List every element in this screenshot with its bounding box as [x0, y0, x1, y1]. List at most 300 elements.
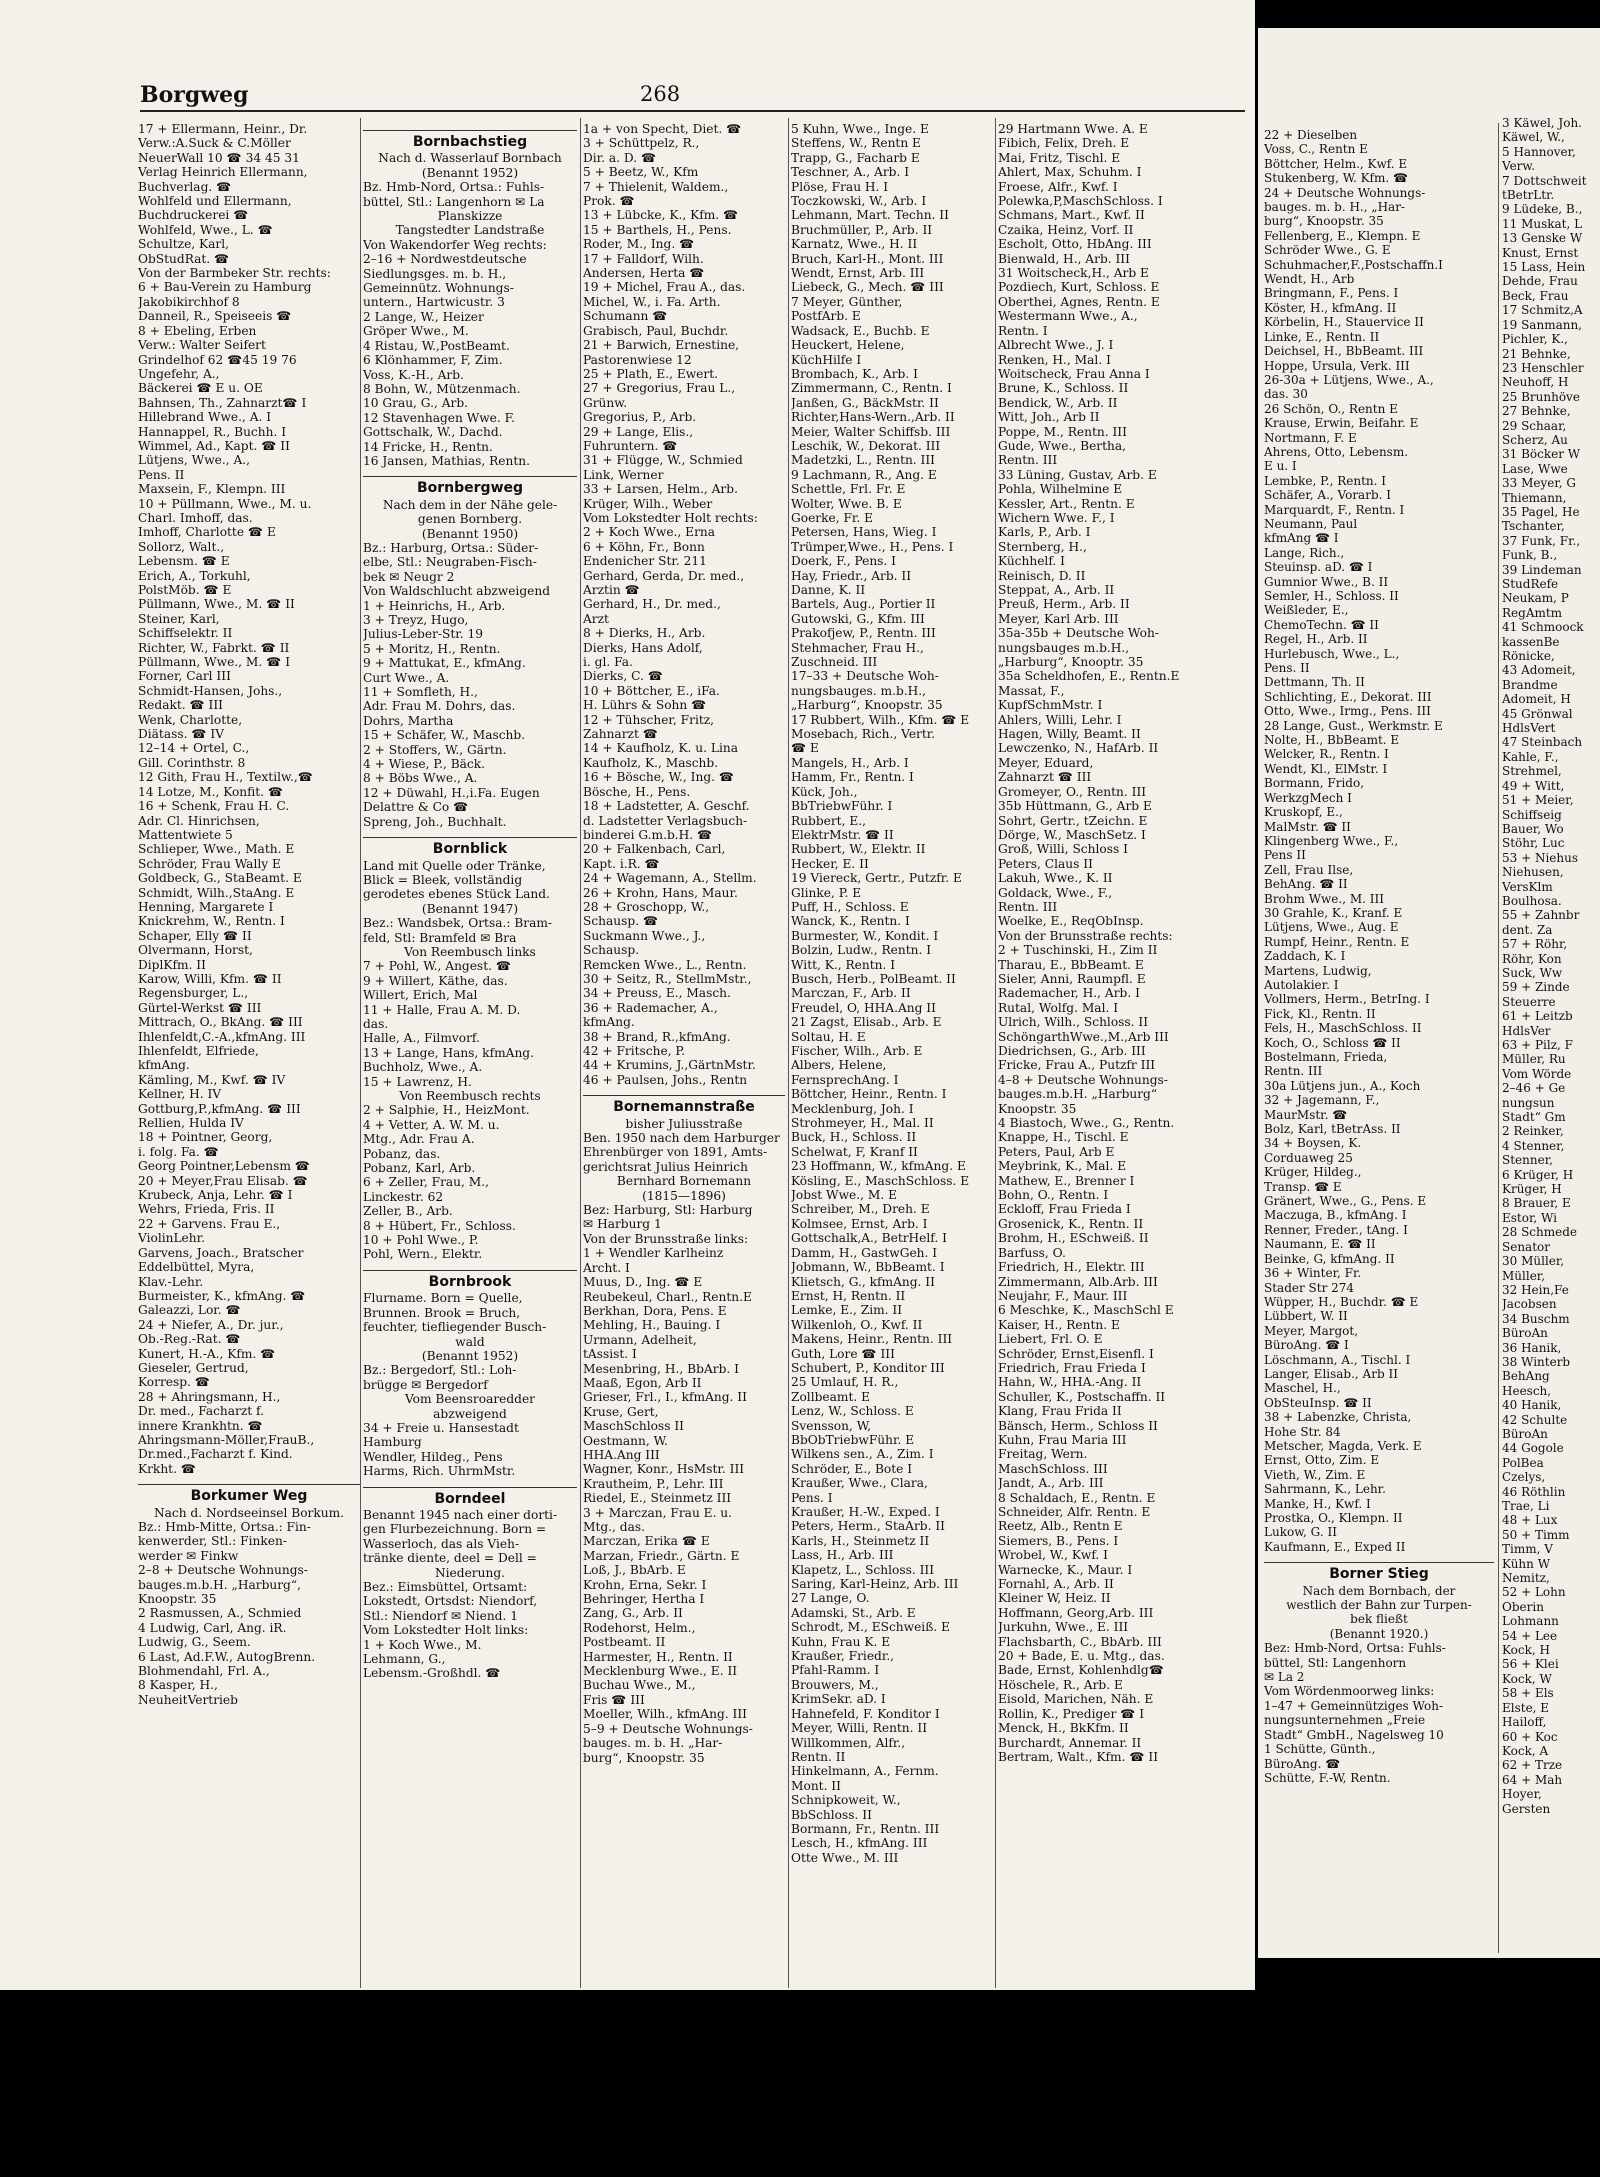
directory-entry: Curt Wwe., A. [363, 670, 450, 685]
street-note: Von Reembusch rechts [399, 1089, 541, 1103]
directory-entry: 20 + Falkenbach, Carl, [583, 842, 726, 857]
directory-entry: Rellien, Hulda IV [138, 1116, 244, 1131]
directory-entry: Renner, Freder., tAng. I [1264, 1222, 1408, 1237]
directory-entry: 10 + Püllmann, Wwe., M. u. [138, 496, 312, 511]
directory-entry: Ungefehr, A., [138, 366, 220, 381]
directory-entry: Burmeister, K., kfmAng. ☎ [138, 1288, 306, 1303]
directory-entry: Pfahl-Ramm. I [791, 1663, 880, 1678]
directory-entry: 8 + Hübert, Fr., Schloss. [363, 1218, 516, 1233]
directory-entry: Koch, O., Schloss ☎ II [1264, 1035, 1401, 1050]
directory-entry: 27 Lange, O. [791, 1591, 870, 1606]
directory-entry: Danneil, R., Speiseeis ☎ [138, 309, 292, 324]
directory-entry: Flachsbarth, C., BbArb. III [998, 1634, 1162, 1649]
directory-entry: Schuller, K., Postschaffn. II [998, 1389, 1166, 1404]
directory-entry: Metscher, Magda, Verk. E [1264, 1438, 1422, 1453]
directory-entry: Dr.med.,Facharzt f. Kind. [138, 1447, 293, 1462]
directory-entry: 26-30a + Lütjens, Wwe., A., [1264, 372, 1434, 387]
directory-column-7 [1502, 116, 1600, 1936]
directory-entry: 14 + Kaufholz, K. u. Lina [583, 741, 739, 756]
directory-entry: Dörge, W., MaschSetz. I [998, 827, 1146, 842]
directory-entry: Reetz, Alb., Rentn E [998, 1519, 1123, 1534]
directory-entry: Fischer, Wilh., Arb. E [791, 1044, 923, 1058]
directory-entry: kenwerder, Stl.: Finken- [138, 1534, 287, 1549]
street-heading: Bornbrook [363, 1270, 577, 1289]
directory-entry: Maschel, H., [1264, 1381, 1341, 1396]
directory-entry: Senator [1502, 1239, 1550, 1254]
directory-entry: Pens. II [1264, 661, 1310, 676]
directory-entry: Puff, H., Schloss. E [791, 899, 909, 914]
directory-entry: 6 Last, Ad.F.W., AutogBrenn. [138, 1649, 316, 1664]
directory-entry: Schütte, F.-W, Rentn. [1264, 1770, 1391, 1785]
directory-entry: 1–47 + Gemeinnütziges Woh- [1264, 1698, 1444, 1713]
directory-entry: Lemke, E., Zim. II [791, 1303, 903, 1318]
directory-entry: Polewka,P,MaschSchloss. I [998, 194, 1163, 209]
directory-entry: kassenBe [1502, 634, 1560, 649]
directory-entry: 13 Genske W [1502, 231, 1583, 246]
directory-entry: Bostelmann, Frieda, [1264, 1050, 1388, 1064]
directory-entry: Von der Barmbeker Str. rechts: [138, 266, 331, 281]
directory-entry: Langer, Elisab., Arb II [1264, 1366, 1398, 1381]
directory-entry: Gürtel-Werkst ☎ III [138, 1000, 262, 1015]
directory-entry: Pens. II [138, 467, 185, 482]
directory-entry: Liebert, Frl. O. E [998, 1332, 1103, 1347]
directory-entry: Bänsch, Herm., Schloss II [998, 1418, 1158, 1433]
directory-entry: Kaiser, H., Rentn. E [998, 1317, 1120, 1332]
directory-entry: Brohm Wwe., M. III [1264, 891, 1384, 906]
directory-entry: Kösling, E., MaschSchloss. E [791, 1173, 970, 1188]
directory-entry: Pobanz, Karl, Arb. [363, 1161, 476, 1176]
directory-entry: Pozdiech, Kurt, Schloss. E [998, 280, 1160, 295]
street-heading: Bornbergweg [363, 476, 577, 495]
directory-entry: Schultze, Karl, [138, 237, 230, 252]
directory-entry: Schuhmacher,F.,Postschaffn.I [1264, 257, 1443, 272]
directory-entry: Krohn, Erna, Sekr. I [583, 1577, 707, 1592]
directory-entry: Sieler, Anni, Raumpfl. E [998, 971, 1146, 986]
directory-column-3 [583, 122, 785, 1982]
directory-entry: Bez: Hmb-Nord, Ortsa: Fuhls- [1264, 1641, 1446, 1656]
directory-entry: Hamm, Fr., Rentn. I [791, 770, 914, 785]
directory-entry: Korresp. ☎ [138, 1375, 210, 1390]
directory-entry: 16 Jansen, Mathias, Rentn. [363, 453, 530, 468]
directory-entry: Trapp, G., Facharb E [791, 150, 920, 165]
directory-entry: 17 + Falldorf, Wilh. [583, 251, 704, 266]
directory-entry: Rutal, Wolfg. Mal. I [998, 1000, 1119, 1015]
directory-column-6 [1264, 128, 1494, 1948]
directory-entry: 30 Grahle, K., Kranf. E [1264, 905, 1403, 920]
directory-entry: 17 + Ellermann, Heinr., Dr. [138, 122, 308, 136]
directory-entry: Kuhn, Frau K. E [791, 1634, 891, 1649]
directory-entry: gerichtsrat Julius Heinrich [583, 1159, 748, 1174]
directory-entry: Böttcher, Heinr., Rentn. I [791, 1087, 947, 1102]
directory-entry: Peters, Herm., StaArb. II [791, 1519, 945, 1534]
directory-entry: 34 + Boysen, K. [1264, 1136, 1362, 1151]
directory-entry: Gottburg,P.,kfmAng. ☎ III [138, 1101, 301, 1116]
directory-entry: Schlichting, E., Dekorat. III [1264, 689, 1432, 704]
directory-entry: 2 + Salphie, H., HeizMont. [363, 1103, 530, 1118]
directory-entry: Kapt. i.R. ☎ [583, 856, 660, 871]
directory-entry: 33 + Larsen, Helm., Arb. [583, 482, 738, 497]
directory-entry: Goldbeck, G., StaBeamt. E [138, 871, 302, 886]
directory-entry: untern., Hartwicustr. 3 [363, 295, 505, 310]
directory-entry: Prakofjew, P., Rentn. III [791, 626, 936, 641]
directory-entry: Jacobsen [1502, 1297, 1557, 1312]
directory-entry: Verw.: Walter Seifert [138, 338, 266, 353]
directory-entry: ObSteuInsp. ☎ II [1264, 1395, 1372, 1410]
directory-entry: 13 + Lange, Hans, kfmAng. [363, 1045, 534, 1060]
directory-entry: Fellenberg, E., Klempn. E [1264, 228, 1421, 243]
directory-entry: 8 Bohn, W., Mützenmach. [363, 381, 521, 396]
directory-entry: 42 + Fritsche, P. [583, 1044, 686, 1058]
directory-entry: Kleiner W, Heiz. II [998, 1591, 1111, 1606]
directory-entry: 2 Lange, W., Heizer [363, 309, 484, 324]
directory-entry: Woelke, E., ReqObInsp. [998, 914, 1144, 929]
directory-entry: Stadt“ Gm [1502, 1110, 1566, 1125]
directory-entry: Bösche, H., Pens. [583, 784, 691, 799]
directory-entry: Witt, Joh., Arb II [998, 410, 1100, 425]
directory-entry: Höschele, R., Arb. E [998, 1677, 1123, 1692]
directory-entry: Maaß, Egon, Arb II [583, 1375, 702, 1390]
directory-entry: Schmans, Mart., Kwf. II [998, 208, 1145, 223]
directory-entry: Weißleder, E., [1264, 603, 1349, 618]
directory-entry: Marzan, Friedr., Gärtn. E [583, 1548, 740, 1563]
directory-entry: Endenicher Str. 211 [583, 554, 707, 569]
directory-entry: Gottschalk,A., BetrHelf. I [791, 1231, 947, 1246]
directory-entry: 20 + Meyer,Frau Elisab. ☎ [138, 1173, 308, 1188]
directory-entry: Kämling, M., Kwf. ☎ IV [138, 1072, 286, 1087]
directory-entry: Schausp. ☎ [583, 914, 659, 929]
directory-entry: 15 + Barthels, H., Pens. [583, 222, 732, 237]
directory-entry: Rentn. III [1264, 1064, 1323, 1079]
directory-entry: Adr. Frau M. Dohrs, das. [363, 699, 516, 714]
directory-entry: Dehde, Frau [1502, 274, 1578, 289]
directory-entry: Nolte, H., BbBeamt. E [1264, 733, 1400, 748]
directory-entry: 13 + Lübcke, K., Kfm. ☎ [583, 208, 739, 223]
directory-entry: 48 + Lux [1502, 1513, 1558, 1528]
directory-entry: 34 + Freie u. Hansestadt [363, 1420, 519, 1435]
directory-entry: 17 Schmitz,A [1502, 303, 1583, 318]
directory-entry: Menck, H., BkKfm. II [998, 1721, 1129, 1736]
directory-entry: Rentn. II [791, 1749, 846, 1764]
directory-entry: 28 + Ahringsmann, H., [138, 1389, 281, 1404]
directory-entry: Czelys, [1502, 1470, 1546, 1485]
street-note: bisher Juliusstraße [625, 1116, 743, 1131]
directory-entry: 5 Kuhn, Wwe., Inge. E [791, 122, 929, 136]
directory-entry: 12 Stavenhagen Wwe. F. [363, 410, 516, 425]
directory-entry: HdlsVer [1502, 1023, 1551, 1038]
directory-entry: Charl. Imhoff, das. [138, 510, 253, 525]
directory-entry: 39 Lindeman [1502, 562, 1582, 577]
directory-entry: 31 + Flügge, W., Schmied [583, 453, 743, 468]
directory-entry: 19 Viereck, Gertr., Putzfr. E [791, 871, 962, 886]
directory-entry: Neukam, P [1502, 591, 1569, 606]
directory-entry: Lase, Wwe [1502, 461, 1568, 476]
directory-entry: 12 + Tühscher, Fritz, [583, 712, 715, 727]
directory-entry: Püllmann, Wwe., M. ☎ II [138, 597, 295, 612]
directory-entry: Kruse, Gert, [583, 1404, 659, 1419]
directory-entry: 40 Hanik, [1502, 1398, 1562, 1413]
directory-entry: Halle, A., Filmvorf. [363, 1031, 480, 1046]
directory-entry: Roder, M., Ing. ☎ [583, 237, 695, 252]
directory-entry: Hannappel, R., Buchh. I [138, 424, 287, 439]
directory-entry: Karls, H., Steinmetz II [791, 1533, 930, 1548]
directory-entry: Maczuga, B., kfmAng. I [1264, 1208, 1407, 1223]
directory-entry: 25 Brunhöve [1502, 389, 1580, 404]
directory-entry: Henning, Margarete I [138, 899, 274, 914]
directory-entry: ✉ La 2 [1264, 1670, 1305, 1685]
directory-entry: Hailoff, [1502, 1715, 1547, 1730]
directory-entry: Renken, H., Mal. I [998, 352, 1111, 367]
directory-entry: Bz. Hmb-Nord, Ortsa.: Fuhls- [363, 180, 545, 195]
directory-entry: 59 + Zinde [1502, 980, 1570, 995]
directory-entry: Bendick, W., Arb. II [998, 395, 1118, 410]
directory-entry: Klietsch, G., kfmAng. II [791, 1274, 935, 1289]
directory-entry: binderei G.m.b.H. ☎ [583, 827, 713, 842]
directory-entry: KrimSekr. aD. I [791, 1692, 886, 1707]
directory-entry: BüroAn [1502, 1426, 1548, 1441]
directory-entry: Toczkowski, W., Arb. I [791, 194, 927, 209]
directory-entry: nungsunternehmen „Freie [1264, 1713, 1426, 1728]
directory-entry: Wendt, H., Arb [1264, 272, 1355, 287]
directory-entry: Schrodt, M., ESchweiß. E [791, 1620, 950, 1635]
directory-entry: Naumann, E. ☎ II [1264, 1237, 1376, 1252]
directory-entry: Krüger, Wilh., Weber [583, 496, 713, 511]
directory-entry: Muus, D., Ing. ☎ E [583, 1275, 703, 1290]
directory-entry: Marczan, Erika ☎ E [583, 1534, 710, 1549]
directory-entry: 27 Behnke, [1502, 404, 1571, 419]
directory-entry: Fibich, Felix, Dreh. E [998, 136, 1130, 151]
directory-entry: Ben. 1950 nach dem Harburger [583, 1131, 780, 1146]
directory-entry: 2–46 + Ge [1502, 1081, 1566, 1096]
street-heading: Bornblick [363, 837, 577, 856]
directory-entry: Krüger, H [1502, 1182, 1562, 1197]
directory-entry: Maxsein, F., Klempn. III [138, 482, 286, 497]
directory-entry: Petersen, Hans, Wieg. I [791, 525, 937, 540]
directory-entry: 51 + Meier, [1502, 793, 1574, 808]
directory-entry: 16 + Schenk, Frau H. C. [138, 799, 290, 814]
column-rule [1498, 123, 1499, 1953]
directory-entry: 5 Hannover, [1502, 144, 1576, 159]
directory-entry: Kuhn, Frau Maria III [998, 1432, 1127, 1447]
directory-entry: 6 + Bau-Verein zu Hamburg [138, 280, 312, 295]
directory-entry: Fels, H., MaschSchloss. II [1264, 1021, 1422, 1036]
directory-entry: 44 + Krumins, J.,GärtnMstr. [583, 1058, 756, 1073]
directory-entry: burg“, Knoopstr. 35 [583, 1750, 705, 1765]
directory-entry: 36 + Rademacher, A., [583, 1000, 718, 1015]
directory-entry: 42 Schulte [1502, 1412, 1568, 1427]
directory-entry: 60 + Koc [1502, 1729, 1558, 1744]
directory-entry: Preuß, Herm., Arb. II [998, 597, 1130, 612]
directory-entry: Land mit Quelle oder Tränke, [363, 858, 546, 873]
directory-entry: Mattentwiete 5 [138, 827, 233, 842]
directory-entry: 11 + Halle, Frau A. M. D. [363, 1002, 521, 1017]
directory-entry: Brohm, H., ESchweiß. II [998, 1231, 1149, 1246]
directory-entry: Mtg., Adr. Frau A. [363, 1132, 475, 1147]
directory-entry: 19 + Michel, Frau A., das. [583, 280, 746, 295]
directory-entry: Verw. [1502, 159, 1536, 174]
directory-entry: 34 Buschm [1502, 1311, 1570, 1326]
directory-entry: Behringer, Hertha I [583, 1592, 705, 1607]
directory-entry: 23 Henschler [1502, 360, 1584, 375]
directory-entry: Michel, W., i. Fa. Arth. [583, 294, 721, 309]
directory-entry: feld, Stl: Bramfeld ✉ Bra [363, 930, 517, 945]
directory-entry: Ludwig, G., Seem. [138, 1635, 251, 1650]
directory-entry: 6 + Zeller, Frau, M., [363, 1175, 490, 1190]
directory-entry: Kaufmann, E., Exped II [1264, 1539, 1406, 1554]
directory-entry: NeuerWall 10 ☎ 34 45 31 [138, 150, 300, 165]
directory-entry: 35 Pagel, He [1502, 504, 1580, 519]
directory-entry: Lembke, P., Rentn. I [1264, 473, 1387, 488]
directory-entry: Freudel, O, HHA.Ang II [791, 1000, 936, 1015]
directory-entry: MaschSchloss II [583, 1419, 684, 1434]
directory-entry: Rollin, K., Prediger ☎ I [998, 1706, 1145, 1721]
directory-entry: Meyer, Margot, [1264, 1323, 1359, 1338]
directory-entry: 49 + Witt, [1502, 778, 1565, 793]
directory-entry: Redakt. ☎ III [138, 698, 223, 713]
directory-entry: Tschanter, [1502, 519, 1565, 534]
directory-entry: Bolzin, Ludw., Rentn. I [791, 943, 932, 958]
street-note: (Benannt 1952) [421, 1348, 519, 1363]
directory-entry: Otte Wwe., M. III [791, 1850, 899, 1865]
page-number: 268 [640, 82, 681, 106]
directory-entry: Urmann, Adelheit, [583, 1332, 697, 1347]
directory-entry: Kraußer, Friedr., [791, 1649, 895, 1664]
directory-entry: Woitscheck, Frau Anna I [998, 366, 1150, 381]
directory-entry: Flurname. Born = Quelle, [363, 1291, 523, 1306]
directory-entry: Stadt“ GmbH., Nagelsweg 10 [1264, 1727, 1444, 1742]
directory-entry: Sahrmann, K., Lehr. [1264, 1482, 1386, 1497]
directory-entry: Gränert, Wwe., G., Pens. E [1264, 1194, 1427, 1209]
street-note: bek fließt [1350, 1612, 1408, 1627]
directory-entry: 5 + Moritz, H., Rentn. [363, 641, 501, 656]
directory-entry: Timm, V [1502, 1542, 1553, 1557]
directory-entry: Zimmermann, Alb.Arb. III [998, 1274, 1158, 1289]
directory-entry: Mehling, H., Bauing. I [583, 1318, 721, 1333]
directory-entry: Rönicke, [1502, 649, 1555, 664]
directory-entry: Wagner, Konr., HsMstr. III [583, 1462, 745, 1477]
directory-entry: Karow, Willi, Kfm. ☎ II [138, 971, 282, 986]
directory-entry: Bienwald, H., Arb. III [998, 251, 1130, 266]
directory-entry: Ulrich, Wilh., Schloss. II [998, 1015, 1149, 1030]
directory-entry: Teschner, A., Arb. I [791, 165, 910, 180]
street-heading: Borndeel [363, 1487, 577, 1506]
directory-entry: Strohmeyer, H., Mal. II [791, 1116, 934, 1131]
directory-entry: 4 Ristau, W.,PostBeamt. [363, 338, 510, 353]
directory-entry: Neujahr, F., Maur. III [998, 1288, 1128, 1303]
directory-entry: 22 + Garvens. Frau E., [138, 1216, 281, 1231]
directory-entry: Püllmann, Wwe., M. ☎ I [138, 655, 291, 670]
directory-entry: Bez: Harburg, Stl: Harburg [583, 1203, 753, 1218]
directory-entry: Oestmann, W. [583, 1433, 668, 1448]
directory-entry: Diedrichsen, G., Arb. III [998, 1044, 1146, 1058]
directory-entry: 28 Schmede [1502, 1225, 1578, 1240]
directory-entry: 12 Gith, Frau H., Textilw.,☎ [138, 770, 313, 785]
page-header [140, 82, 1245, 112]
directory-entry: Albers, Helene, [791, 1058, 887, 1073]
directory-entry: Semler, H., Schloss. II [1264, 589, 1399, 603]
street-note: Bernhard Bornemann [616, 1174, 752, 1189]
directory-entry: Ernst, Otto, Zim. E [1264, 1453, 1380, 1468]
directory-entry: Wohlfeld, Wwe., L. ☎ [138, 222, 273, 237]
directory-entry: Bz.: Hmb-Mitte, Ortsa.: Fin- [138, 1520, 311, 1534]
directory-entry: 58 + Els [1502, 1686, 1554, 1701]
directory-entry: werder ✉ Finkw [138, 1548, 239, 1563]
directory-entry: Jurkuhn, Wwe., E. III [998, 1620, 1129, 1635]
directory-entry: Riedel, E., Steinmetz III [583, 1491, 732, 1506]
directory-entry: Corduaweg 25 [1264, 1150, 1353, 1165]
directory-entry: Willert, Erich, Mal [363, 988, 478, 1003]
directory-entry: Buchau Wwe., M., [583, 1678, 696, 1693]
directory-entry: Bade, Ernst, Kohlenhdlg☎ [998, 1663, 1164, 1678]
directory-entry: Dierks, C. ☎ [583, 669, 663, 684]
directory-entry: Küchhelf. I [998, 554, 1065, 569]
directory-entry: Lübbert, W. II [1264, 1309, 1348, 1324]
directory-entry: 19 Sanmann, [1502, 317, 1582, 332]
directory-entry: Grosenick, K., Rentn. II [998, 1216, 1144, 1231]
directory-entry: Soltau, H. E [791, 1029, 866, 1044]
directory-entry: 2 + Stoffers, W., Gärtn. [363, 742, 507, 757]
directory-entry: Albrecht Wwe., J. I [998, 338, 1114, 353]
directory-entry: E u. I [1264, 459, 1297, 474]
directory-entry: 3 Käwel, Joh. [1502, 116, 1582, 130]
directory-entry: Fris ☎ III [583, 1692, 645, 1707]
directory-entry: BbSchloss. II [791, 1807, 872, 1822]
directory-entry: Stenner, [1502, 1153, 1553, 1168]
directory-entry: Vom Wördenmoorweg links: [1264, 1684, 1435, 1699]
directory-entry: Mosebach, Rich., Vertr. [791, 727, 936, 742]
directory-entry: 30 + Seitz, R., StellmMstr., [583, 971, 752, 986]
directory-entry: Schiffselektr. II [138, 626, 233, 641]
directory-entry: 35a-35b + Deutsche Woh- [998, 626, 1159, 641]
directory-entry: Krause, Erwin, Beifahr. E [1264, 416, 1419, 431]
directory-entry: 27 + Gregorius, Frau L., [583, 381, 736, 396]
directory-entry: Voss, C., Rentn E [1264, 142, 1368, 157]
directory-entry: 14 Lotze, M., Konfit. ☎ [138, 784, 284, 799]
directory-entry: 4 Ludwig, Carl, Ang. iR. [138, 1620, 287, 1635]
directory-entry: Hay, Friedr., Arb. II [791, 568, 912, 583]
directory-entry: das. [363, 1016, 389, 1031]
directory-entry: Lewczenko, N., HafArb. II [998, 741, 1159, 756]
directory-entry: bauges.m.b.H. „Harburg“, [138, 1577, 301, 1592]
directory-entry: Kraußer, Wwe., Clara, [791, 1476, 928, 1491]
directory-entry: „Harburg“, Knooptr. 35 [998, 655, 1144, 670]
directory-entry: tAssist. I [583, 1347, 637, 1362]
street-note: (Benannt 1920.) [1329, 1626, 1429, 1641]
directory-entry: Strehmel, [1502, 764, 1562, 779]
directory-entry: Körbelin, H., Stauervice II [1264, 315, 1424, 330]
directory-entry: Hagen, Willy, Beamt. II [998, 727, 1141, 742]
directory-entry: Kock, W [1502, 1671, 1552, 1686]
directory-entry: Warnecke, K., Maur. I [998, 1562, 1133, 1577]
directory-entry: Zell, Frau Ilse, [1264, 862, 1354, 877]
directory-entry: Froese, Alfr., Kwf. I [998, 179, 1118, 194]
street-note: westlich der Bahn zur Turpen- [1286, 1598, 1472, 1613]
directory-entry: Regel, H., Arb. II [1264, 632, 1368, 647]
directory-entry: 18 + Pointner, Georg, [138, 1130, 273, 1145]
directory-entry: 18 + Ladstetter, A. Geschf. [583, 799, 750, 814]
directory-entry: 45 Grönwal [1502, 706, 1573, 721]
directory-entry: Funk, B., [1502, 548, 1558, 563]
directory-entry: Rentn. III [998, 453, 1058, 468]
directory-entry: Bartels, Aug., Portier II [791, 597, 936, 612]
directory-entry: Schausp. [583, 943, 640, 958]
directory-entry: Vollmers, Herm., BetrIng. I [1264, 992, 1430, 1007]
directory-entry: Danne, K. II [791, 583, 866, 597]
directory-entry: Pens II [1264, 848, 1306, 863]
directory-entry: Eddelbüttel, Myra, [138, 1260, 255, 1275]
directory-entry: Wenk, Charlotte, [138, 712, 243, 727]
directory-entry: Autolakier. I [1264, 977, 1339, 992]
directory-entry: innere Krankhtn. ☎ [138, 1418, 263, 1433]
